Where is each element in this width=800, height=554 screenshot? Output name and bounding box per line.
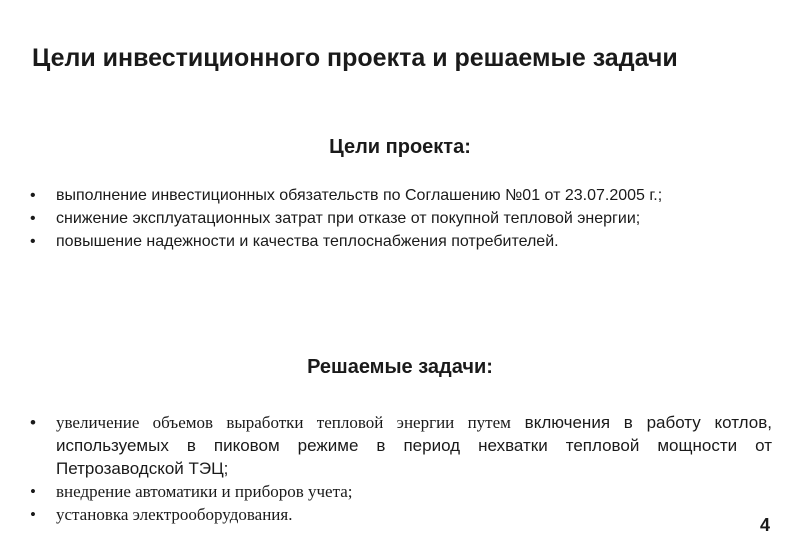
list-item [30, 503, 772, 526]
list-item [30, 184, 772, 207]
task-text: внедрение автоматики и приборов учета; [56, 482, 353, 501]
task-text: установка электрооборудования. [56, 505, 293, 524]
goal-text: снижение эксплуатационных затрат при отказе от покупной тепловой энергии; [56, 210, 641, 227]
goal-text: выполнение инвестиционных обязательств по Соглашению №01 от 23.07.2005 г.; [56, 187, 663, 204]
slide-title: Цели инвестиционного проекта и решаемые задачи [32, 44, 678, 72]
bullet-icon: • [30, 233, 36, 250]
tasks-list [30, 411, 772, 526]
task-text-sans: включения в работу котлов, используемых в пиковом режиме в период нехватки тепловой мощности от Петрозаводской ТЭЦ; [56, 413, 772, 478]
goal-text: повышение надежности и качества теплоснабжения потребителей. [56, 233, 559, 250]
tasks-heading: Решаемые задачи: [307, 356, 493, 378]
bullet-icon: • [30, 210, 36, 227]
list-item [30, 480, 772, 503]
list-item [30, 411, 772, 480]
goals-heading: Цели проекта: [329, 136, 471, 158]
task-text-serif: увеличение объемов выработки тепловой энергии путем [56, 413, 511, 432]
list-item [30, 230, 772, 253]
bullet-icon: • [30, 413, 36, 432]
bullet-icon: • [30, 482, 36, 501]
page-number: 4 [759, 515, 770, 535]
goals-list [30, 184, 772, 253]
bullet-icon: • [30, 505, 36, 524]
list-item [30, 207, 772, 230]
bullet-icon: • [30, 187, 36, 204]
